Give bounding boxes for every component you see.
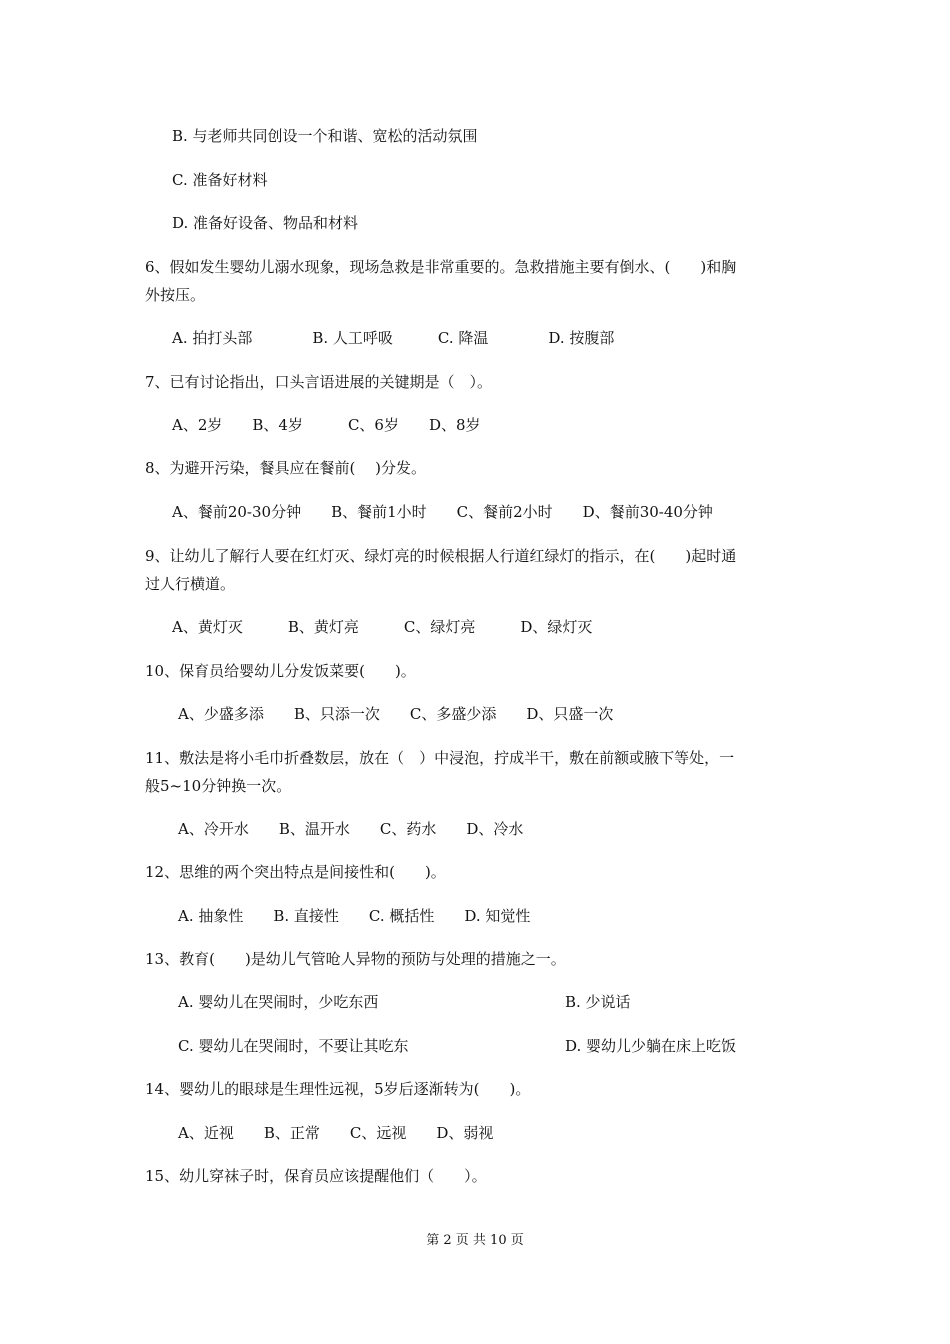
q14-text: 14、婴幼儿的眼球是生理性远视，5岁后逐渐转为( )。: [145, 1080, 531, 1098]
q5-option-b: B. 与老师共同创设一个和谐、宽松的活动氛围: [172, 127, 478, 145]
q13-text: 13、教育( )是幼儿气管呛人异物的预防与处理的措施之一。: [145, 950, 566, 968]
q8-options: A、餐前20-30分钟 B、餐前1小时 C、餐前2小时 D、餐前30-40分钟: [172, 503, 713, 521]
q12-options: A. 抽象性 B. 直接性 C. 概括性 D. 知觉性: [178, 907, 531, 925]
q12-text: 12、思维的两个突出特点是间接性和( )。: [145, 863, 446, 881]
q14-options: A、近视 B、正常 C、远视 D、弱视: [178, 1124, 494, 1142]
q9-text-line1: 9、让幼儿了解行人要在红灯灭、绿灯亮的时候根据人行道红绿灯的指示，在( )起时通: [145, 547, 737, 565]
q6-text-line2: 外按压。: [145, 286, 206, 304]
q10-text: 10、保育员给婴幼儿分发饭菜要( )。: [145, 662, 416, 680]
q9-text-line2: 过人行横道。: [145, 575, 236, 593]
page-footer: 第 2 页 共 10 页: [426, 1233, 524, 1248]
q7-text: 7、已有讨论指出，口头言语进展的关键期是（ ）。: [145, 373, 493, 391]
q5-option-c: C. 准备好材料: [172, 171, 268, 189]
q9-options: A、黄灯灭 B、黄灯亮 C、绿灯亮 D、绿灯灭: [172, 618, 593, 636]
q11-options: A、冷开水 B、温开水 C、药水 D、冷水: [178, 820, 524, 838]
q6-options: A. 拍打头部 B. 人工呼吸 C. 降温 D. 按腹部: [172, 329, 615, 347]
q6-text-line1: 6、假如发生婴幼儿溺水现象，现场急救是非常重要的。急救措施主要有倒水、( )和胸: [145, 258, 737, 276]
q10-options: A、少盛多添 B、只添一次 C、多盛少添 D、只盛一次: [178, 705, 614, 723]
q13-option-d: D. 婴幼儿少躺在床上吃饭: [565, 1037, 737, 1055]
q15-text: 15、幼儿穿袜子时，保育员应该提醒他们（ ）。: [145, 1167, 487, 1185]
q13-option-b: B. 少说话: [565, 993, 631, 1011]
q8-text: 8、为避开污染，餐具应在餐前( )分发。: [145, 459, 427, 477]
q11-text-line1: 11、敷法是将小毛巾折叠数层，放在（ ）中浸泡，拧成半干，敷在前额或腋下等处，一: [145, 749, 735, 767]
q5-option-d: D. 准备好设备、物品和材料: [172, 214, 359, 232]
q13-option-c: C. 婴幼儿在哭闹时，不要让其吃东: [178, 1037, 409, 1055]
q7-options: A、2岁 B、4岁 C、6岁 D、8岁: [172, 416, 481, 434]
q13-option-a: A. 婴幼儿在哭闹时，少吃东西: [178, 993, 379, 1011]
q11-text-line2: 般5~10分钟换一次。: [145, 777, 292, 795]
